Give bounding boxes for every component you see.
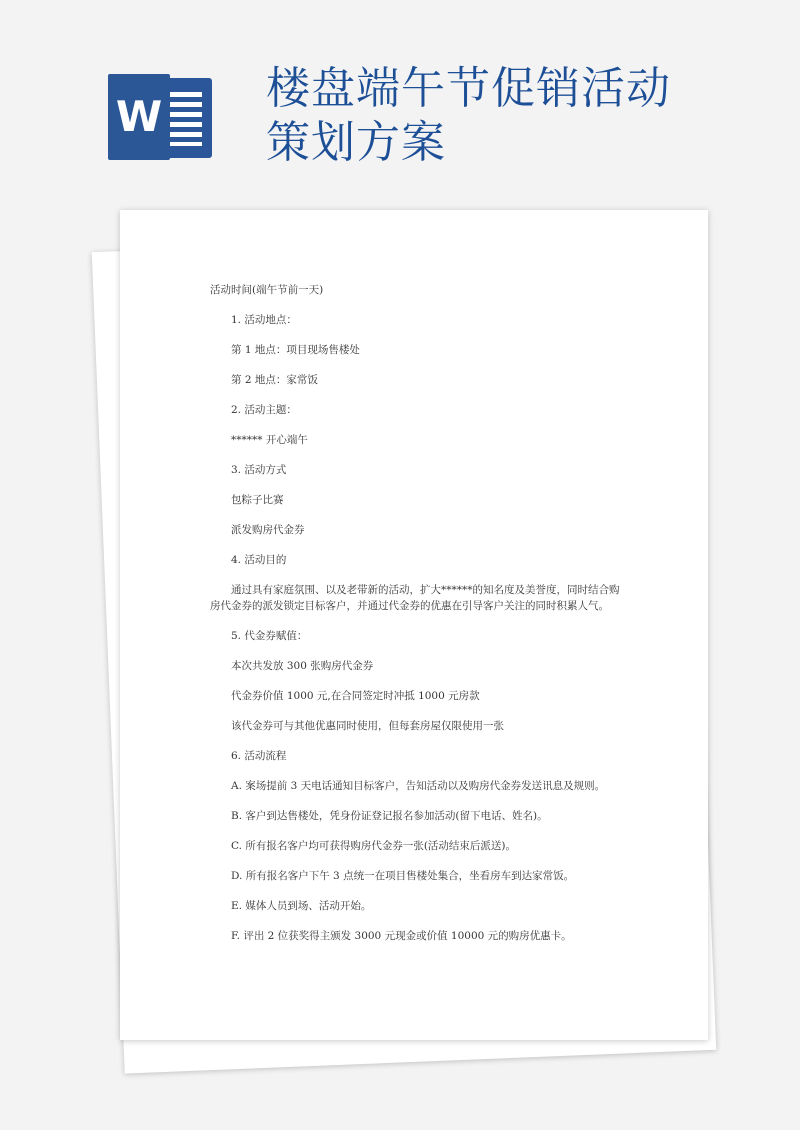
- theme-text: ****** 开心端午: [231, 434, 308, 446]
- process-step-d: D. 所有报名客户下午 3 点统一在项目售楼处集合，坐看房车到达家常饭。: [231, 870, 575, 882]
- purpose-paragraph: 通过具有家庭氛围、以及老带新的活动，扩大******的知名度及美誉度，同时结合购房代金券的派发锁定目标客户，并通过代金券的优惠在引导客户关注的同时积累人气。: [210, 584, 620, 612]
- method-item-1: 包粽子比赛: [231, 494, 284, 506]
- section-heading-purpose: 4. 活动目的: [231, 554, 287, 566]
- method-item-2: 派发购房代金券: [231, 524, 305, 536]
- section-heading-theme: 2. 活动主题：: [231, 404, 297, 416]
- process-step-b: B. 客户到达售楼处，凭身份证登记报名参加活动(留下电话、姓名)。: [231, 810, 548, 822]
- location-item-2: 第 2 地点：家常饭: [231, 374, 318, 386]
- location-item-1: 第 1 地点：项目现场售楼处: [231, 344, 360, 356]
- process-step-e: E. 媒体人员到场、活动开始。: [231, 900, 372, 912]
- voucher-item-2: 代金券价值 1000 元,在合同签定时冲抵 1000 元房款: [231, 690, 480, 702]
- text-lines-icon: [170, 92, 202, 146]
- voucher-item-1: 本次共发放 300 张购房代金券: [231, 660, 374, 672]
- section-heading-process: 6. 活动流程: [231, 750, 287, 762]
- section-heading-location: 1. 活动地点：: [231, 314, 297, 326]
- word-letter: W: [108, 74, 170, 160]
- document-content: [210, 282, 622, 944]
- voucher-item-3: 该代金券可与其他优惠同时使用，但每套房屋仅限使用一张: [231, 720, 504, 732]
- event-time-line: 活动时间(端午节前一天): [210, 284, 324, 296]
- word-document-icon: [108, 74, 214, 160]
- page-title: 楼盘端午节促销活动策划方案: [266, 63, 671, 168]
- process-step-c: C. 所有报名客户均可获得购房代金券一张(活动结束后派送)。: [231, 840, 517, 852]
- section-heading-method: 3. 活动方式: [231, 464, 287, 476]
- document-page: [120, 210, 708, 1040]
- process-step-a: A. 案场提前 3 天电话通知目标客户，告知活动以及购房代金券发送讯息及规则。: [231, 780, 606, 792]
- process-step-f: F. 评出 2 位获奖得主颁发 3000 元现金或价值 10000 元的购房优惠卡。: [231, 930, 572, 942]
- section-heading-voucher: 5. 代金券赋值：: [231, 630, 308, 642]
